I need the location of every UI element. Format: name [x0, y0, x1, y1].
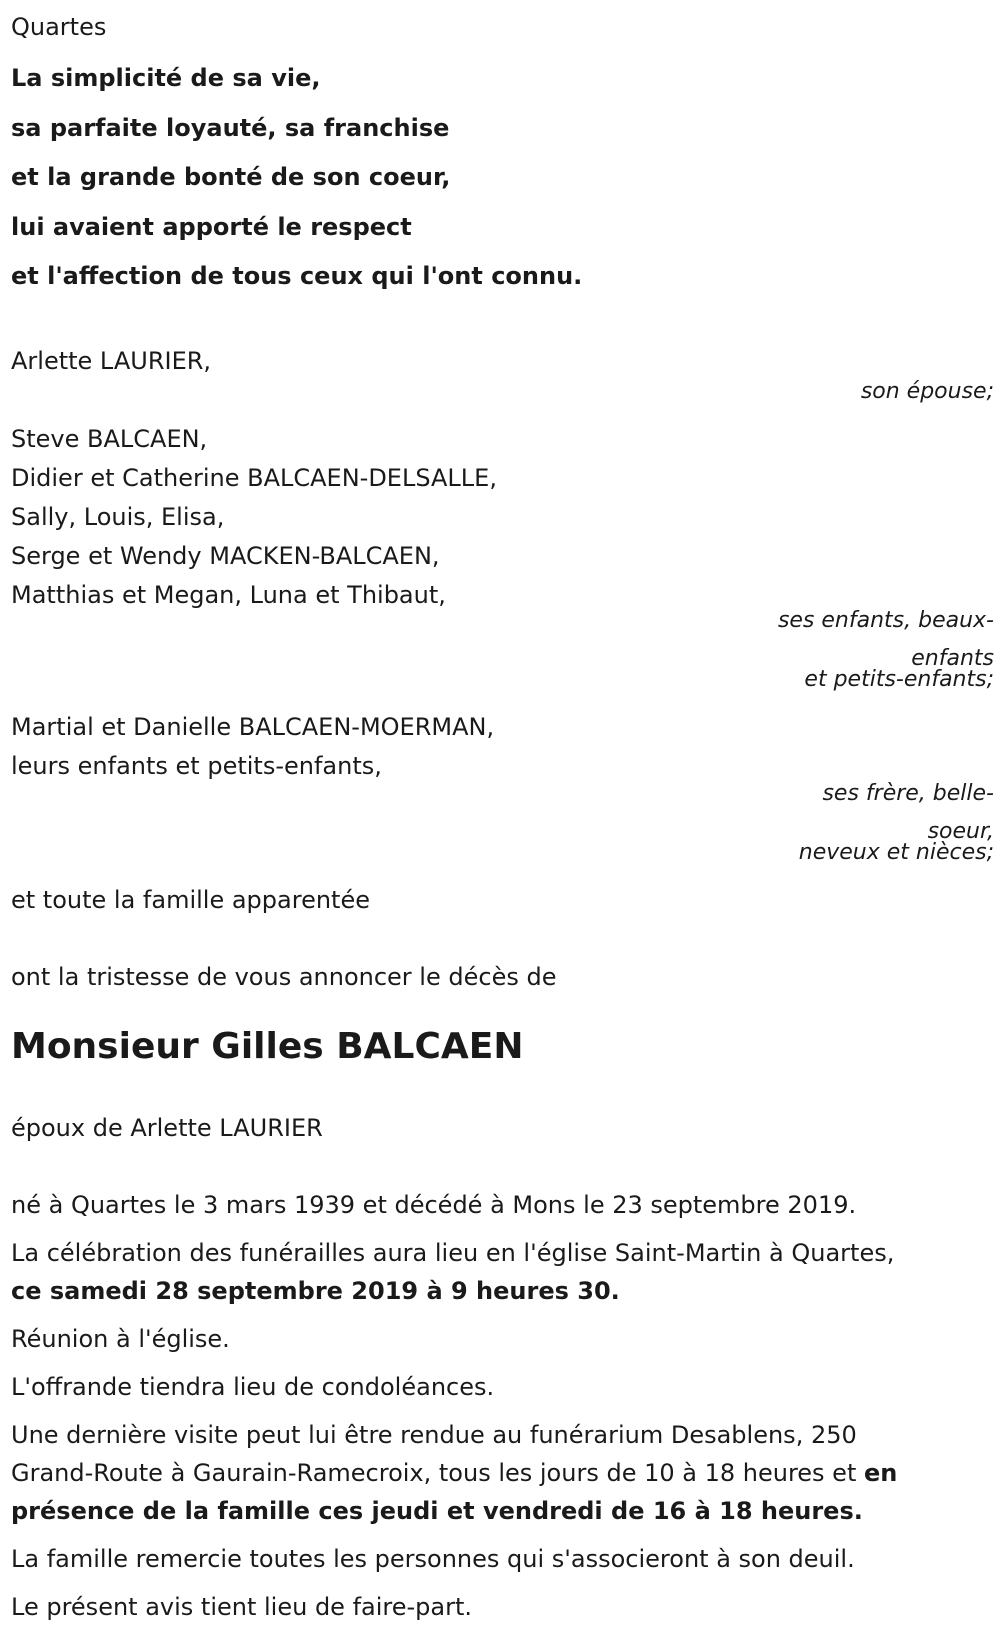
spouse-name: Arlette LAURIER, — [11, 346, 212, 375]
birth-death: né à Quartes le 3 mars 1939 et décédé à Mons le 23 septembre 2019. — [11, 1190, 857, 1219]
spouse-role — [11, 378, 994, 404]
visit-info — [11, 1416, 996, 1530]
children-role — [11, 607, 994, 692]
siblings-role — [11, 780, 994, 865]
notice: Le présent avis tient lieu de faire-part. — [11, 1592, 473, 1621]
obituary-notice — [11, 8, 996, 1636]
role-line: soeur, — [927, 818, 994, 844]
siblings-block — [11, 708, 996, 863]
role-line: ses frère, belle- — [822, 780, 994, 806]
role-line: son épouse; — [860, 378, 994, 404]
meeting: Réunion à l'église. — [11, 1324, 230, 1353]
family-member-line: Martial et Danielle BALCAEN-MOERMAN, — [11, 712, 495, 741]
visit-bold-start: en — [863, 1458, 898, 1487]
announcement: ont la tristesse de vous annoncer le décès de — [11, 962, 557, 991]
quote-line: sa parfaite loyauté, sa franchise — [11, 113, 450, 142]
funeral-when: ce samedi 28 septembre 2019 à 9 heures 30. — [11, 1276, 620, 1305]
family-member-line: Steve BALCAEN, — [11, 424, 208, 453]
quote — [11, 54, 996, 302]
family-member-line: Sally, Louis, Elisa, — [11, 502, 225, 531]
quote-line: et l'affection de tous ceux qui l'ont connu. — [11, 262, 583, 290]
quote-line: et la grande bonté de son coeur, — [11, 163, 451, 191]
family-member-line: Serge et Wendy MACKEN-BALCAEN, — [11, 541, 440, 570]
family-member-line: Didier et Catherine BALCAEN-DELSALLE, — [11, 463, 497, 492]
location: Quartes — [11, 13, 107, 41]
spouse-block — [11, 342, 996, 402]
family-member-line: Matthias et Megan, Luna et Thibaut, — [11, 580, 446, 609]
spouse-of: époux de Arlette LAURIER — [11, 1113, 323, 1142]
role-line: neveux et nièces; — [798, 839, 994, 865]
family-member-line: leurs enfants et petits-enfants, — [11, 751, 382, 780]
role-line: enfants — [911, 645, 994, 671]
offering: L'offrande tiendra lieu de condoléances. — [11, 1372, 495, 1401]
role-line: et petits-enfants; — [804, 666, 994, 692]
visit-bold-rest: présence de la famille ces jeudi et vendredi de 16 à 18 heures. — [11, 1496, 863, 1525]
children-block — [11, 420, 996, 690]
family-line: et toute la famille apparentée — [11, 885, 370, 914]
funeral-text: La célébration des funérailles aura lieu en l'église Saint-Martin à Quartes, — [11, 1238, 895, 1267]
quote-line: La simplicité de sa vie, — [11, 64, 321, 92]
quote-line: lui avaient apporté le respect — [11, 212, 412, 241]
deceased-name: Monsieur Gilles BALCAEN — [11, 1025, 524, 1067]
role-line: ses enfants, beaux- — [777, 607, 994, 633]
thanks: La famille remercie toutes les personnes qui s'associeront à son deuil. — [11, 1544, 855, 1573]
visit-line: Une dernière visite peut lui être rendue au funérarium Desablens, 250 — [11, 1420, 857, 1449]
visit-line: Grand-Route à Gaurain-Ramecroix, tous les jours de 10 à 18 heures et — [11, 1458, 864, 1487]
funeral-info — [11, 1234, 996, 1310]
